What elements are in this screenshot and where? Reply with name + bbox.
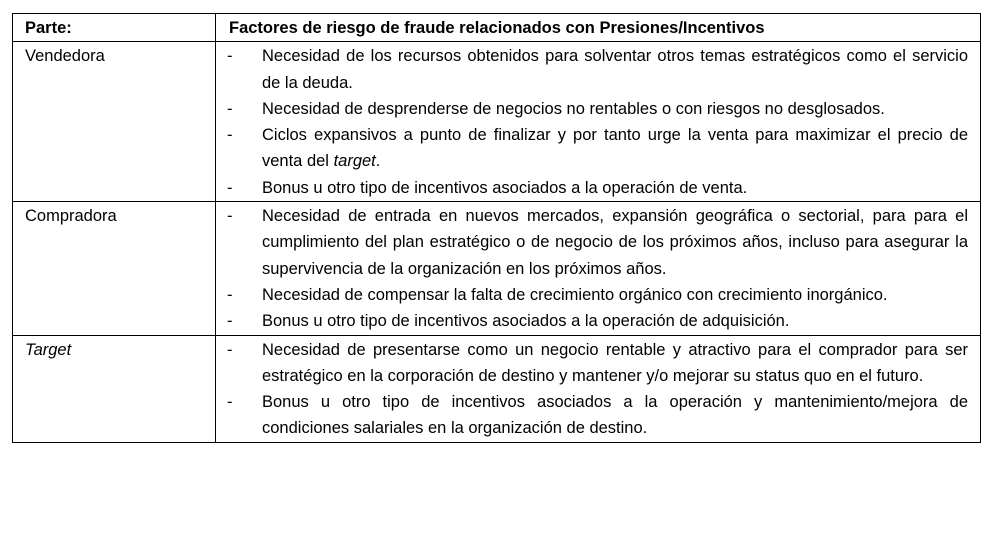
list-item [216, 43, 968, 96]
list-item [216, 175, 968, 201]
factors-target [216, 335, 981, 442]
table-row-vendedora [13, 42, 981, 202]
list-item [216, 337, 968, 390]
dash-marker: - [227, 126, 233, 145]
list-item-text-italic: target [333, 152, 376, 171]
list-item-text: Bonus u otro tipo de incentivos asociados a la operación de venta. [262, 178, 748, 197]
header-factors: Factores de riesgo de fraude relacionados con Presiones/Incentivos [216, 14, 981, 42]
list-item-text: Necesidad de desprenderse de negocios no rentables o con riesgos no desglosados. [262, 99, 885, 118]
list-item [216, 203, 968, 282]
list-item-text: Necesidad de presentarse como un negocio rentable y atractivo para el comprador para ser estratégico en la corporación de destino y mantener y/o mejorar su status quo en el futuro. [262, 340, 968, 385]
dash-marker: - [227, 99, 233, 118]
risk-list-compradora [216, 203, 968, 334]
risk-factors-table [12, 13, 981, 443]
factors-compradora [216, 202, 981, 335]
list-item-text-after: . [375, 152, 381, 171]
table-row-compradora [13, 202, 981, 335]
dash-marker: - [227, 47, 233, 66]
party-compradora: Compradora [13, 202, 216, 335]
dash-marker: - [227, 178, 233, 197]
table-row-target [13, 335, 981, 442]
dash-marker: - [227, 312, 233, 331]
list-item [216, 389, 968, 442]
list-item [216, 282, 968, 308]
party-vendedora: Vendedora [13, 42, 216, 202]
header-party: Parte: [13, 14, 216, 42]
risk-list-vendedora [216, 43, 968, 201]
list-item-text: Necesidad de entrada en nuevos mercados, expansión geográfica o sectorial, para para el cumplimiento del plan estratégico o de negocio de los próximos años, incluso para asegurar la supervivencia de la organización en los próximos años. [262, 207, 968, 278]
list-item [216, 122, 968, 175]
risk-list-target [216, 337, 968, 442]
table-header-row [13, 14, 981, 42]
list-item-text: Bonus u otro tipo de incentivos asociados a la operación y mantenimiento/mejora de condiciones salariales en la organización de destino. [262, 393, 968, 438]
list-item-text: Necesidad de compensar la falta de crecimiento orgánico con crecimiento inorgánico. [262, 285, 888, 304]
list-item-text-before: Ciclos expansivos a punto de finalizar y por tanto urge la venta para maximizar el precio de venta del [262, 126, 968, 171]
dash-marker: - [227, 285, 233, 304]
list-item [216, 96, 968, 122]
dash-marker: - [227, 340, 233, 359]
dash-marker: - [227, 207, 233, 226]
dash-marker: - [227, 393, 233, 412]
list-item-text: Necesidad de los recursos obtenidos para solventar otros temas estratégicos como el servicio de la deuda. [262, 47, 968, 92]
list-item [216, 308, 968, 334]
party-target: Target [13, 335, 216, 442]
list-item-text: Bonus u otro tipo de incentivos asociados a la operación de adquisición. [262, 312, 790, 331]
factors-vendedora [216, 42, 981, 202]
